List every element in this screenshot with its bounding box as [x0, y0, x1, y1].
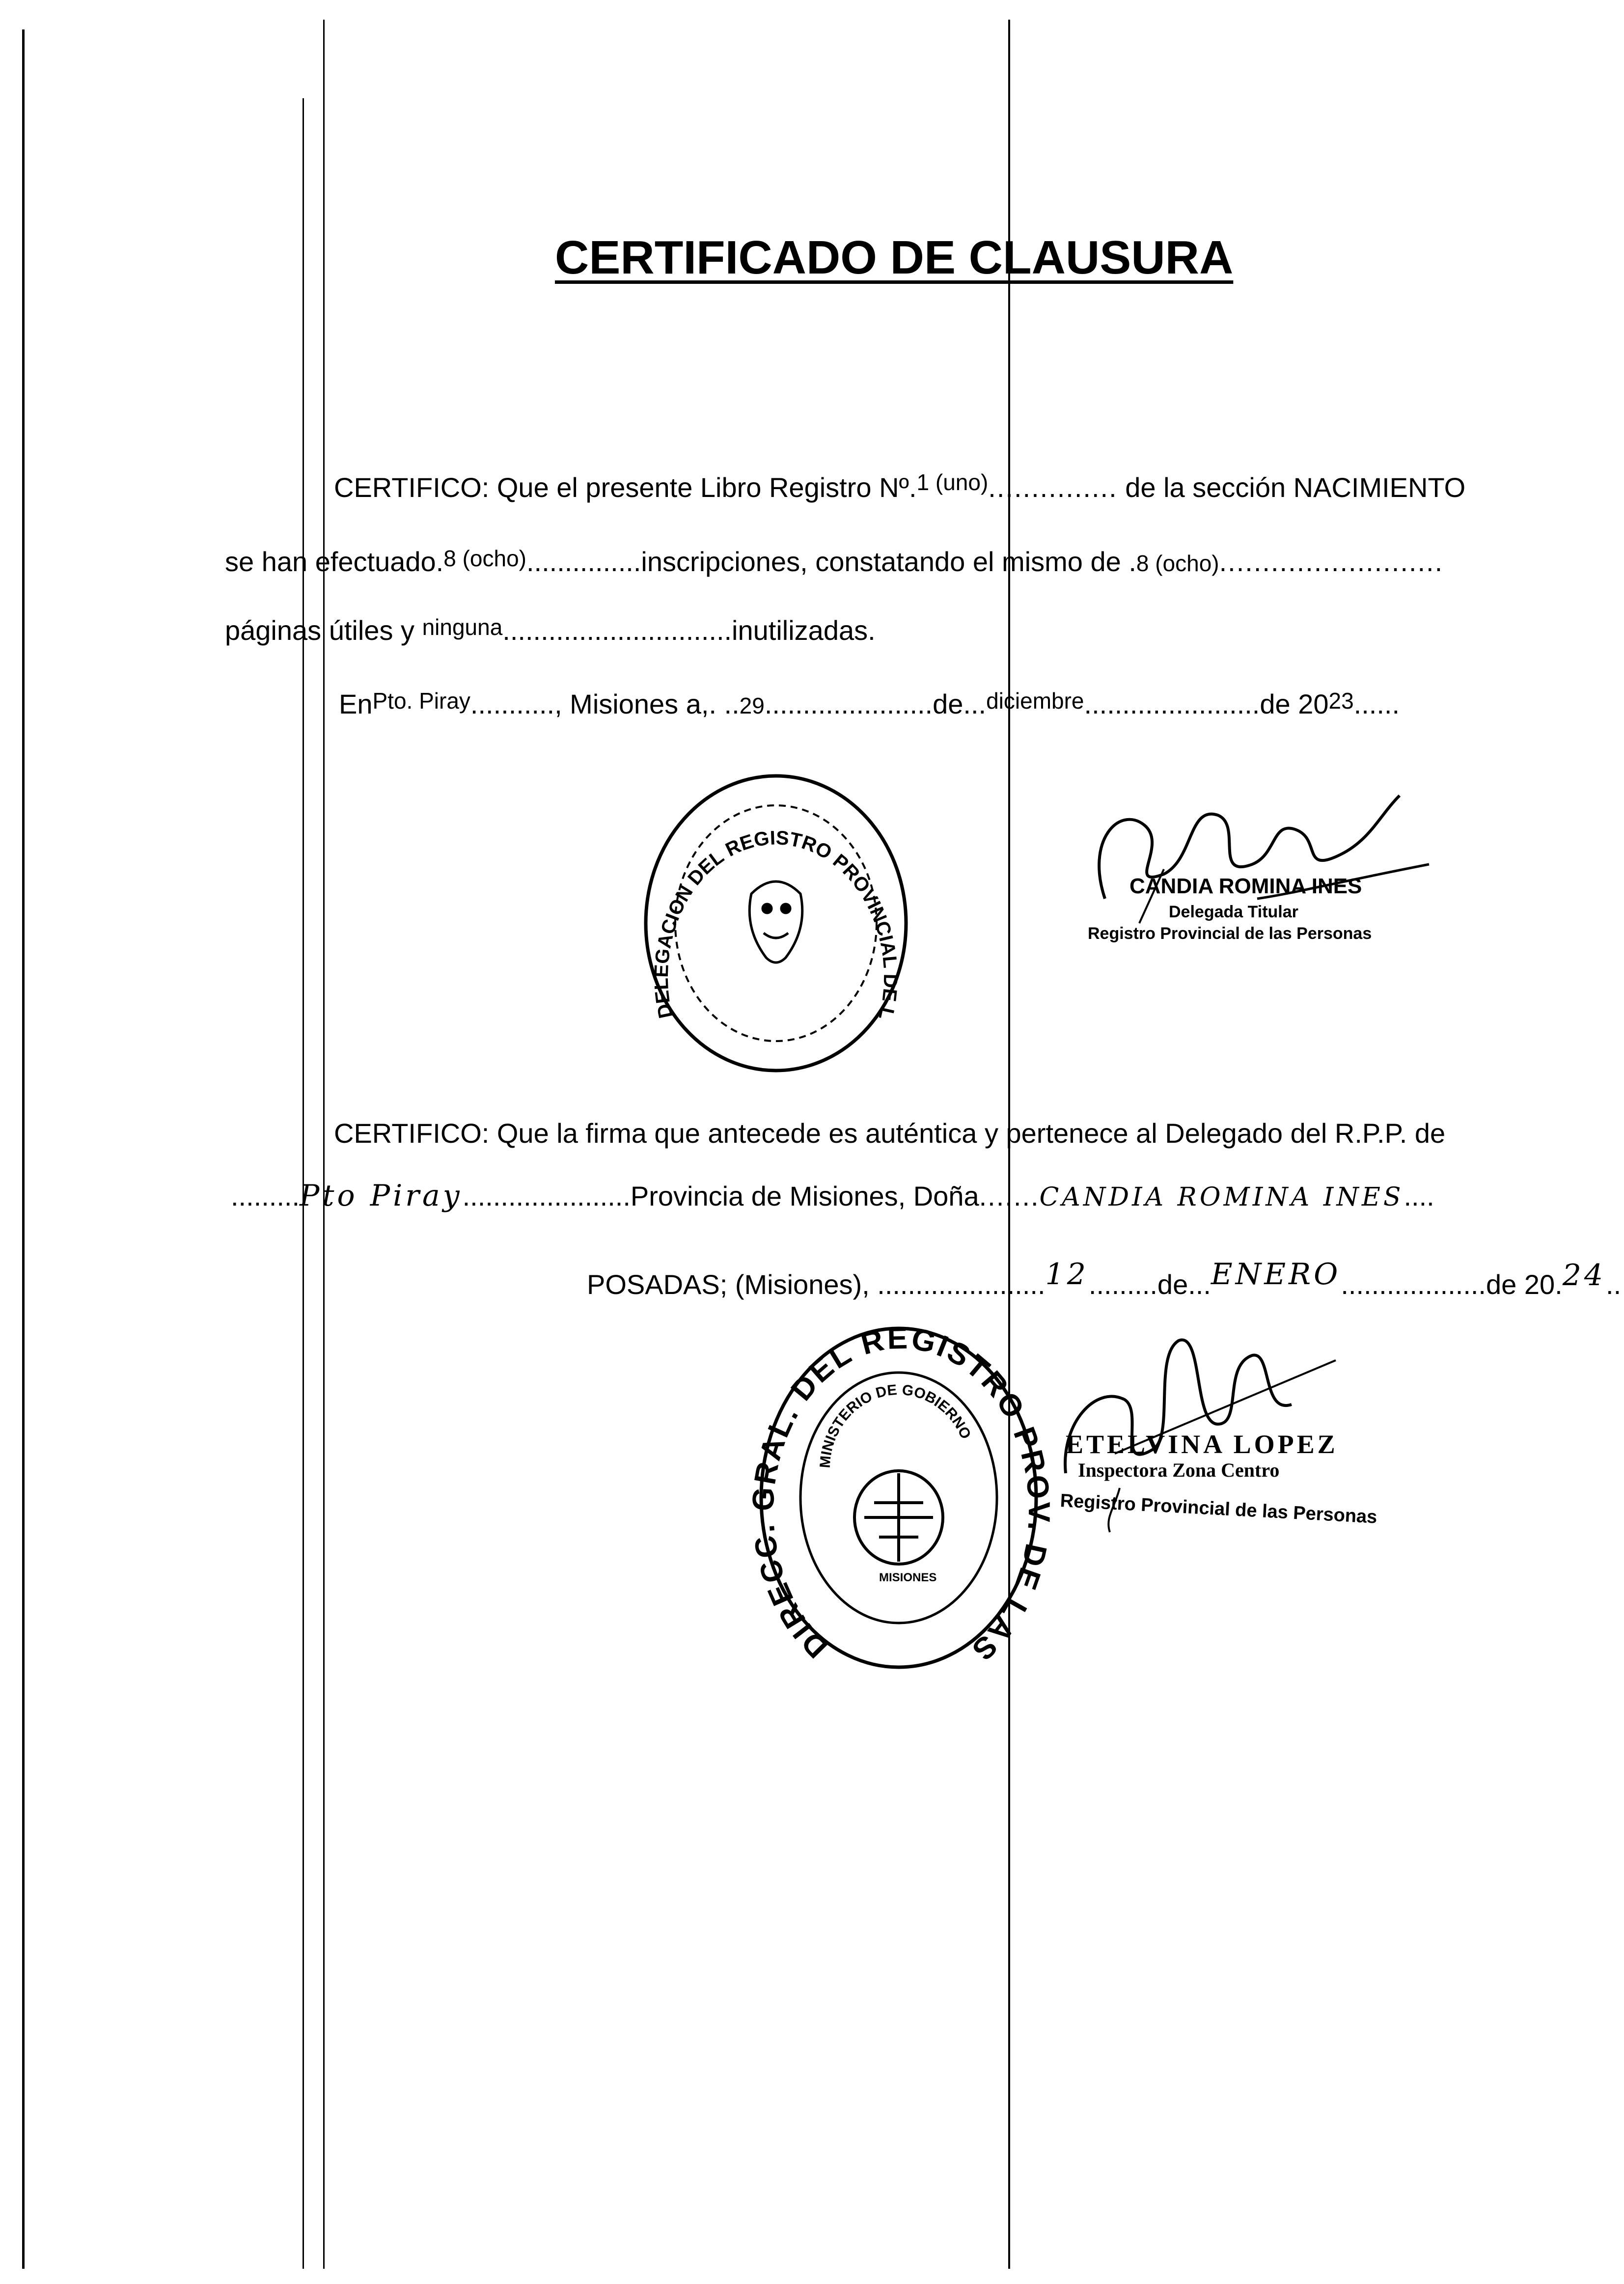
cert2-mes-value: ENERO	[1211, 1257, 1341, 1292]
signature1-role: Delegada Titular	[1169, 903, 1298, 921]
paginas-value: 8 (ocho)	[1136, 550, 1219, 576]
seal2-coat-of-arms-icon	[854, 1471, 943, 1564]
lugar-value: Pto. Piray	[372, 688, 470, 714]
cert2-lugar-handwritten: Pto Piray	[300, 1179, 463, 1213]
cert1-date-line: EnPto. Piray..........., Misiones a,. ..29......................de...diciembre.......................de 2023......	[339, 688, 1400, 719]
svg-text:DIRECC. GRAL. DEL REGISTRO PRO: DIRECC. GRAL. DEL REGISTRO PROV. DE LAS PERSONAS.	[743, 1294, 1056, 1669]
svg-text:MINISTERIO DE GOBIERNO: MINISTERIO DE GOBIERNO	[817, 1381, 974, 1469]
cert1-line2: se han efectuado.8 (ocho)...............inscripciones, constatando el mismo de .8 (ocho)..........................	[225, 546, 1444, 577]
libro-number-value: 1 (uno)	[916, 469, 989, 495]
scan-margin-line-2	[323, 20, 325, 2269]
direccion-general-round-seal	[743, 1294, 1056, 1675]
scan-left-edge-line	[22, 29, 25, 2269]
seal2-center-text: MISIONES	[879, 1571, 937, 1584]
signature1-block	[1129, 874, 1362, 899]
signature2-name: ETELVINA LOPEZ	[1066, 1430, 1338, 1459]
cert2-dia-value: 12	[1045, 1257, 1089, 1292]
cert2-date-line: POSADAS; (Misiones), ......................12.........de...ENERO...................de 20.24..	[587, 1257, 1622, 1300]
inscripciones-value: 8 (ocho)	[443, 546, 526, 571]
anio-value: 23	[1328, 688, 1354, 714]
inutilizadas-value: ninguna	[422, 614, 503, 640]
dia-value: 29	[739, 693, 765, 718]
signature2-role: Inspectora Zona Centro	[1078, 1459, 1280, 1481]
signature2-office: Registro Provincial de las Personas	[1059, 1490, 1378, 1528]
cert2-line1: CERTIFICO: Que la firma que antecede es auténtica y pertenece al Delegado del R.P.P. de	[334, 1118, 1446, 1149]
cert2-nombre-handwritten: CANDIA ROMINA INES	[1039, 1183, 1404, 1212]
mes-value: diciembre	[986, 688, 1084, 714]
svg-text:DELEGACION DEL REGISTRO PROVIN: DELEGACION DEL REGISTRO PROVINCIAL DE LAS PERSONAS	[631, 754, 902, 1022]
cert1-line1: CERTIFICO: Que el presente Libro Registro Nº.$^{1 (uno)}$............... de la sección NACIMIENTO	[334, 469, 1466, 503]
signature-candia-scribble	[1066, 776, 1439, 923]
signature1-office: Registro Provincial de las Personas	[1088, 924, 1372, 943]
cert2-anio-value: 24	[1562, 1258, 1606, 1293]
signature1-name: CANDIA ROMINA INES	[1129, 874, 1362, 898]
seal1-crest-icon	[749, 881, 802, 963]
cert2-line2: .........Pto Piray......................Provincia de Misiones, Doña.......CANDIA ROMINA INES....	[231, 1179, 1434, 1213]
page-title: CERTIFICADO DE CLAUSURA	[555, 231, 1234, 284]
cert1-line3: páginas útiles y ninguna..............................inutilizadas.	[225, 614, 876, 646]
registry-oval-seal	[631, 754, 913, 1075]
